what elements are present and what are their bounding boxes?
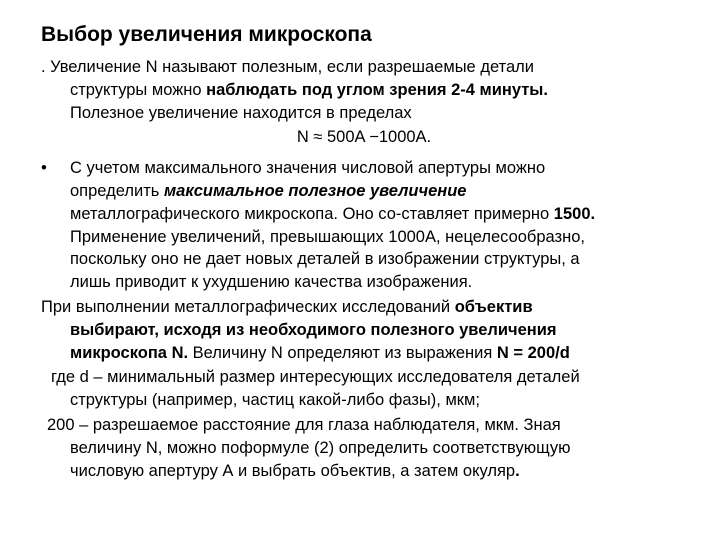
text-run: структуры можно xyxy=(70,80,207,99)
bullet-item-max-magnification xyxy=(41,157,687,294)
paragraph-objective-selection xyxy=(41,296,687,364)
text-line xyxy=(41,460,687,483)
bold-text: . xyxy=(543,80,548,99)
text-run: металлографического микроскопа. Оно со-ставляет примерно xyxy=(70,204,554,223)
formula-range: N ≈ 500A −1000A. xyxy=(296,128,432,147)
bold-text: микроскопа N. xyxy=(70,343,189,362)
text-line xyxy=(41,79,687,102)
paragraph-where-d xyxy=(41,366,687,412)
text-line: поскольку оно не дает новых деталей в изображении структуры, а xyxy=(70,250,580,269)
text-line xyxy=(70,203,687,226)
text-line: структуры (например, частиц какой-либо фазы), мкм; xyxy=(70,391,480,410)
bold-formula: N = 200/d xyxy=(496,343,570,362)
bold-text: 1500. xyxy=(553,204,596,223)
bold-text: наблюдать под углом зрения 2-4 минуты xyxy=(206,80,544,99)
text-line xyxy=(41,296,687,319)
text-line xyxy=(41,342,687,365)
text-line: где d – минимальный размер интересующих исследователя деталей xyxy=(51,368,580,387)
bold-text: объектив xyxy=(454,297,533,316)
bold-text: . xyxy=(515,461,520,480)
paragraph-resolution-200 xyxy=(41,414,687,482)
text-line: С учетом максимального значения числовой апертуры можно xyxy=(70,159,546,178)
text-line xyxy=(70,180,687,203)
bold-italic-text: максимальное полезное увеличение xyxy=(163,181,467,200)
text-line: . Увеличение N называют полезным, если разрешаемые детали xyxy=(41,58,534,76)
slide-title: Выбор увеличения микроскопа xyxy=(41,23,372,46)
text-line: величину N, можно поформуле (2) определить соответствующую xyxy=(70,438,571,457)
text-line: лишь приводит к ухудшению качества изображения. xyxy=(70,273,473,292)
text-run: определить xyxy=(70,181,164,200)
bullet-marker: • xyxy=(41,159,47,178)
paragraph-useful-magnification xyxy=(41,56,687,124)
text-run: При выполнении металлографических исследований xyxy=(41,297,455,316)
bold-text-line: выбирают, исходя из необходимого полезного увеличения xyxy=(70,320,557,339)
text-run: Величину N определяют из выражения xyxy=(188,343,497,362)
text-line: 200 – разрешаемое расстояние для глаза наблюдателя, мкм. Зная xyxy=(47,415,561,434)
text-line: Применение увеличений, превышающих 1000А, нецелесообразно, xyxy=(70,227,585,246)
slide-body xyxy=(41,56,687,482)
text-line: Полезное увеличение находится в пределах xyxy=(70,103,412,122)
text-run: числовую апертуру А и выбрать объектив, а затем окуляр xyxy=(70,461,516,480)
